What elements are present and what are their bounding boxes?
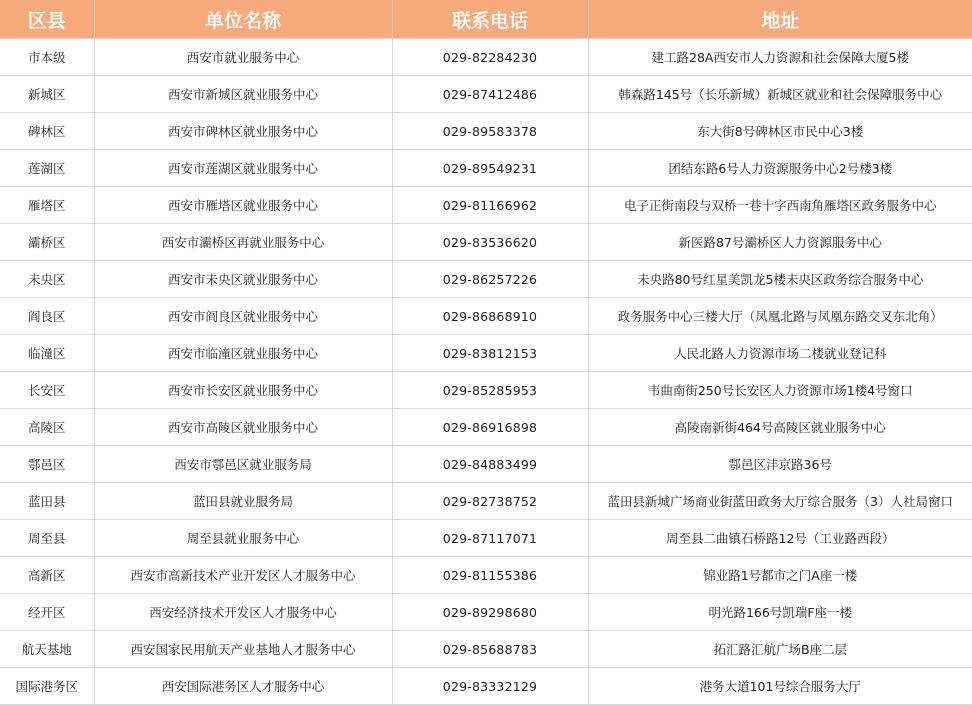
cell-district: 莲湖区 bbox=[0, 150, 94, 187]
cell-phone: 029-83332129 bbox=[392, 668, 588, 705]
cell-district: 市本级 bbox=[0, 39, 94, 76]
cell-district: 蓝田县 bbox=[0, 483, 94, 520]
table-row bbox=[0, 631, 972, 668]
cell-district: 灞桥区 bbox=[0, 224, 94, 261]
cell-unit-name: 西安市阎良区就业服务中心 bbox=[94, 298, 392, 335]
cell-address: 未央路80号红星美凯龙5楼未央区政务综合服务中心 bbox=[588, 261, 972, 298]
table-row bbox=[0, 335, 972, 372]
cell-district: 临潼区 bbox=[0, 335, 94, 372]
cell-address: 高陵南新街464号高陵区就业服务中心 bbox=[588, 409, 972, 446]
cell-unit-name: 西安市临潼区就业服务中心 bbox=[94, 335, 392, 372]
cell-phone: 029-85285953 bbox=[392, 372, 588, 409]
cell-district: 高新区 bbox=[0, 557, 94, 594]
cell-unit-name: 西安市莲湖区就业服务中心 bbox=[94, 150, 392, 187]
cell-district: 经开区 bbox=[0, 594, 94, 631]
cell-unit-name: 西安市高新技术产业开发区人才服务中心 bbox=[94, 557, 392, 594]
cell-address: 新医路87号灞桥区人力资源服务中心 bbox=[588, 224, 972, 261]
table-row bbox=[0, 150, 972, 187]
table-body bbox=[0, 39, 972, 705]
cell-address: 东大街8号碑林区市民中心3楼 bbox=[588, 113, 972, 150]
cell-address: 周至县二曲镇石桥路12号（工业路西段） bbox=[588, 520, 972, 557]
cell-phone: 029-86916898 bbox=[392, 409, 588, 446]
cell-address: 鄠邑区沣京路36号 bbox=[588, 446, 972, 483]
cell-district: 航天基地 bbox=[0, 631, 94, 668]
table-row bbox=[0, 298, 972, 335]
header-row bbox=[0, 0, 972, 39]
table-row bbox=[0, 113, 972, 150]
cell-unit-name: 周至县就业服务中心 bbox=[94, 520, 392, 557]
cell-unit-name: 西安国际港务区人才服务中心 bbox=[94, 668, 392, 705]
cell-address: 韩森路145号（长乐新城）新城区就业和社会保障服务中心 bbox=[588, 76, 972, 113]
cell-address: 团结东路6号人力资源服务中心2号楼3楼 bbox=[588, 150, 972, 187]
header-district: 区县 bbox=[0, 0, 94, 39]
header-phone: 联系电话 bbox=[392, 0, 588, 39]
cell-unit-name: 西安市就业服务中心 bbox=[94, 39, 392, 76]
cell-district: 雁塔区 bbox=[0, 187, 94, 224]
cell-address: 政务服务中心三楼大厅（凤凰北路与凤凰东路交叉东北角） bbox=[588, 298, 972, 335]
cell-address: 锦业路1号都市之门A座一楼 bbox=[588, 557, 972, 594]
table-row bbox=[0, 557, 972, 594]
table-row bbox=[0, 446, 972, 483]
cell-unit-name: 西安经济技术开发区人才服务中心 bbox=[94, 594, 392, 631]
cell-phone: 029-89298680 bbox=[392, 594, 588, 631]
table-row bbox=[0, 224, 972, 261]
cell-unit-name: 西安市碑林区就业服务中心 bbox=[94, 113, 392, 150]
table-row bbox=[0, 76, 972, 113]
table-row bbox=[0, 187, 972, 224]
table-row bbox=[0, 409, 972, 446]
cell-address: 韦曲南街250号长安区人力资源市场1楼4号窗口 bbox=[588, 372, 972, 409]
table-row bbox=[0, 520, 972, 557]
cell-address: 人民北路人力资源市场二楼就业登记科 bbox=[588, 335, 972, 372]
table-row bbox=[0, 39, 972, 76]
cell-phone: 029-85688783 bbox=[392, 631, 588, 668]
cell-district: 鄠邑区 bbox=[0, 446, 94, 483]
cell-unit-name: 西安市新城区就业服务中心 bbox=[94, 76, 392, 113]
cell-address: 电子正街南段与双桥一巷十字西南角雁塔区政务服务中心 bbox=[588, 187, 972, 224]
cell-district: 新城区 bbox=[0, 76, 94, 113]
header-address: 地址 bbox=[588, 0, 972, 39]
cell-phone: 029-82738752 bbox=[392, 483, 588, 520]
cell-phone: 029-89583378 bbox=[392, 113, 588, 150]
cell-phone: 029-86257226 bbox=[392, 261, 588, 298]
cell-district: 碑林区 bbox=[0, 113, 94, 150]
cell-district: 阎良区 bbox=[0, 298, 94, 335]
header-unit-name: 单位名称 bbox=[94, 0, 392, 39]
cell-address: 建工路28A西安市人力资源和社会保障大厦5楼 bbox=[588, 39, 972, 76]
cell-unit-name: 西安市雁塔区就业服务中心 bbox=[94, 187, 392, 224]
table-row bbox=[0, 483, 972, 520]
cell-unit-name: 西安市长安区就业服务中心 bbox=[94, 372, 392, 409]
table-header bbox=[0, 0, 972, 39]
cell-phone: 029-82284230 bbox=[392, 39, 588, 76]
cell-unit-name: 西安市灞桥区再就业服务中心 bbox=[94, 224, 392, 261]
cell-unit-name: 西安市未央区就业服务中心 bbox=[94, 261, 392, 298]
table-row bbox=[0, 372, 972, 409]
cell-phone: 029-89549231 bbox=[392, 150, 588, 187]
cell-address: 明光路166号凯瑞F座一楼 bbox=[588, 594, 972, 631]
cell-district: 未央区 bbox=[0, 261, 94, 298]
cell-unit-name: 蓝田县就业服务局 bbox=[94, 483, 392, 520]
table-row bbox=[0, 261, 972, 298]
cell-district: 高陵区 bbox=[0, 409, 94, 446]
cell-district: 长安区 bbox=[0, 372, 94, 409]
cell-phone: 029-87117071 bbox=[392, 520, 588, 557]
cell-address: 蓝田县新城广场商业街蓝田政务大厅综合服务（3）人社局窗口 bbox=[588, 483, 972, 520]
cell-address: 港务大道101号综合服务大厅 bbox=[588, 668, 972, 705]
cell-unit-name: 西安国家民用航天产业基地人才服务中心 bbox=[94, 631, 392, 668]
cell-phone: 029-81166962 bbox=[392, 187, 588, 224]
cell-phone: 029-83812153 bbox=[392, 335, 588, 372]
cell-address: 拓汇路汇航广场B座二层 bbox=[588, 631, 972, 668]
cell-phone: 029-87412486 bbox=[392, 76, 588, 113]
cell-phone: 029-84883499 bbox=[392, 446, 588, 483]
table-row bbox=[0, 668, 972, 705]
cell-phone: 029-86868910 bbox=[392, 298, 588, 335]
table-row bbox=[0, 594, 972, 631]
cell-district: 周至县 bbox=[0, 520, 94, 557]
cell-unit-name: 西安市高陵区就业服务中心 bbox=[94, 409, 392, 446]
cell-district: 国际港务区 bbox=[0, 668, 94, 705]
cell-unit-name: 西安市鄠邑区就业服务局 bbox=[94, 446, 392, 483]
cell-phone: 029-81155386 bbox=[392, 557, 588, 594]
cell-phone: 029-83536620 bbox=[392, 224, 588, 261]
